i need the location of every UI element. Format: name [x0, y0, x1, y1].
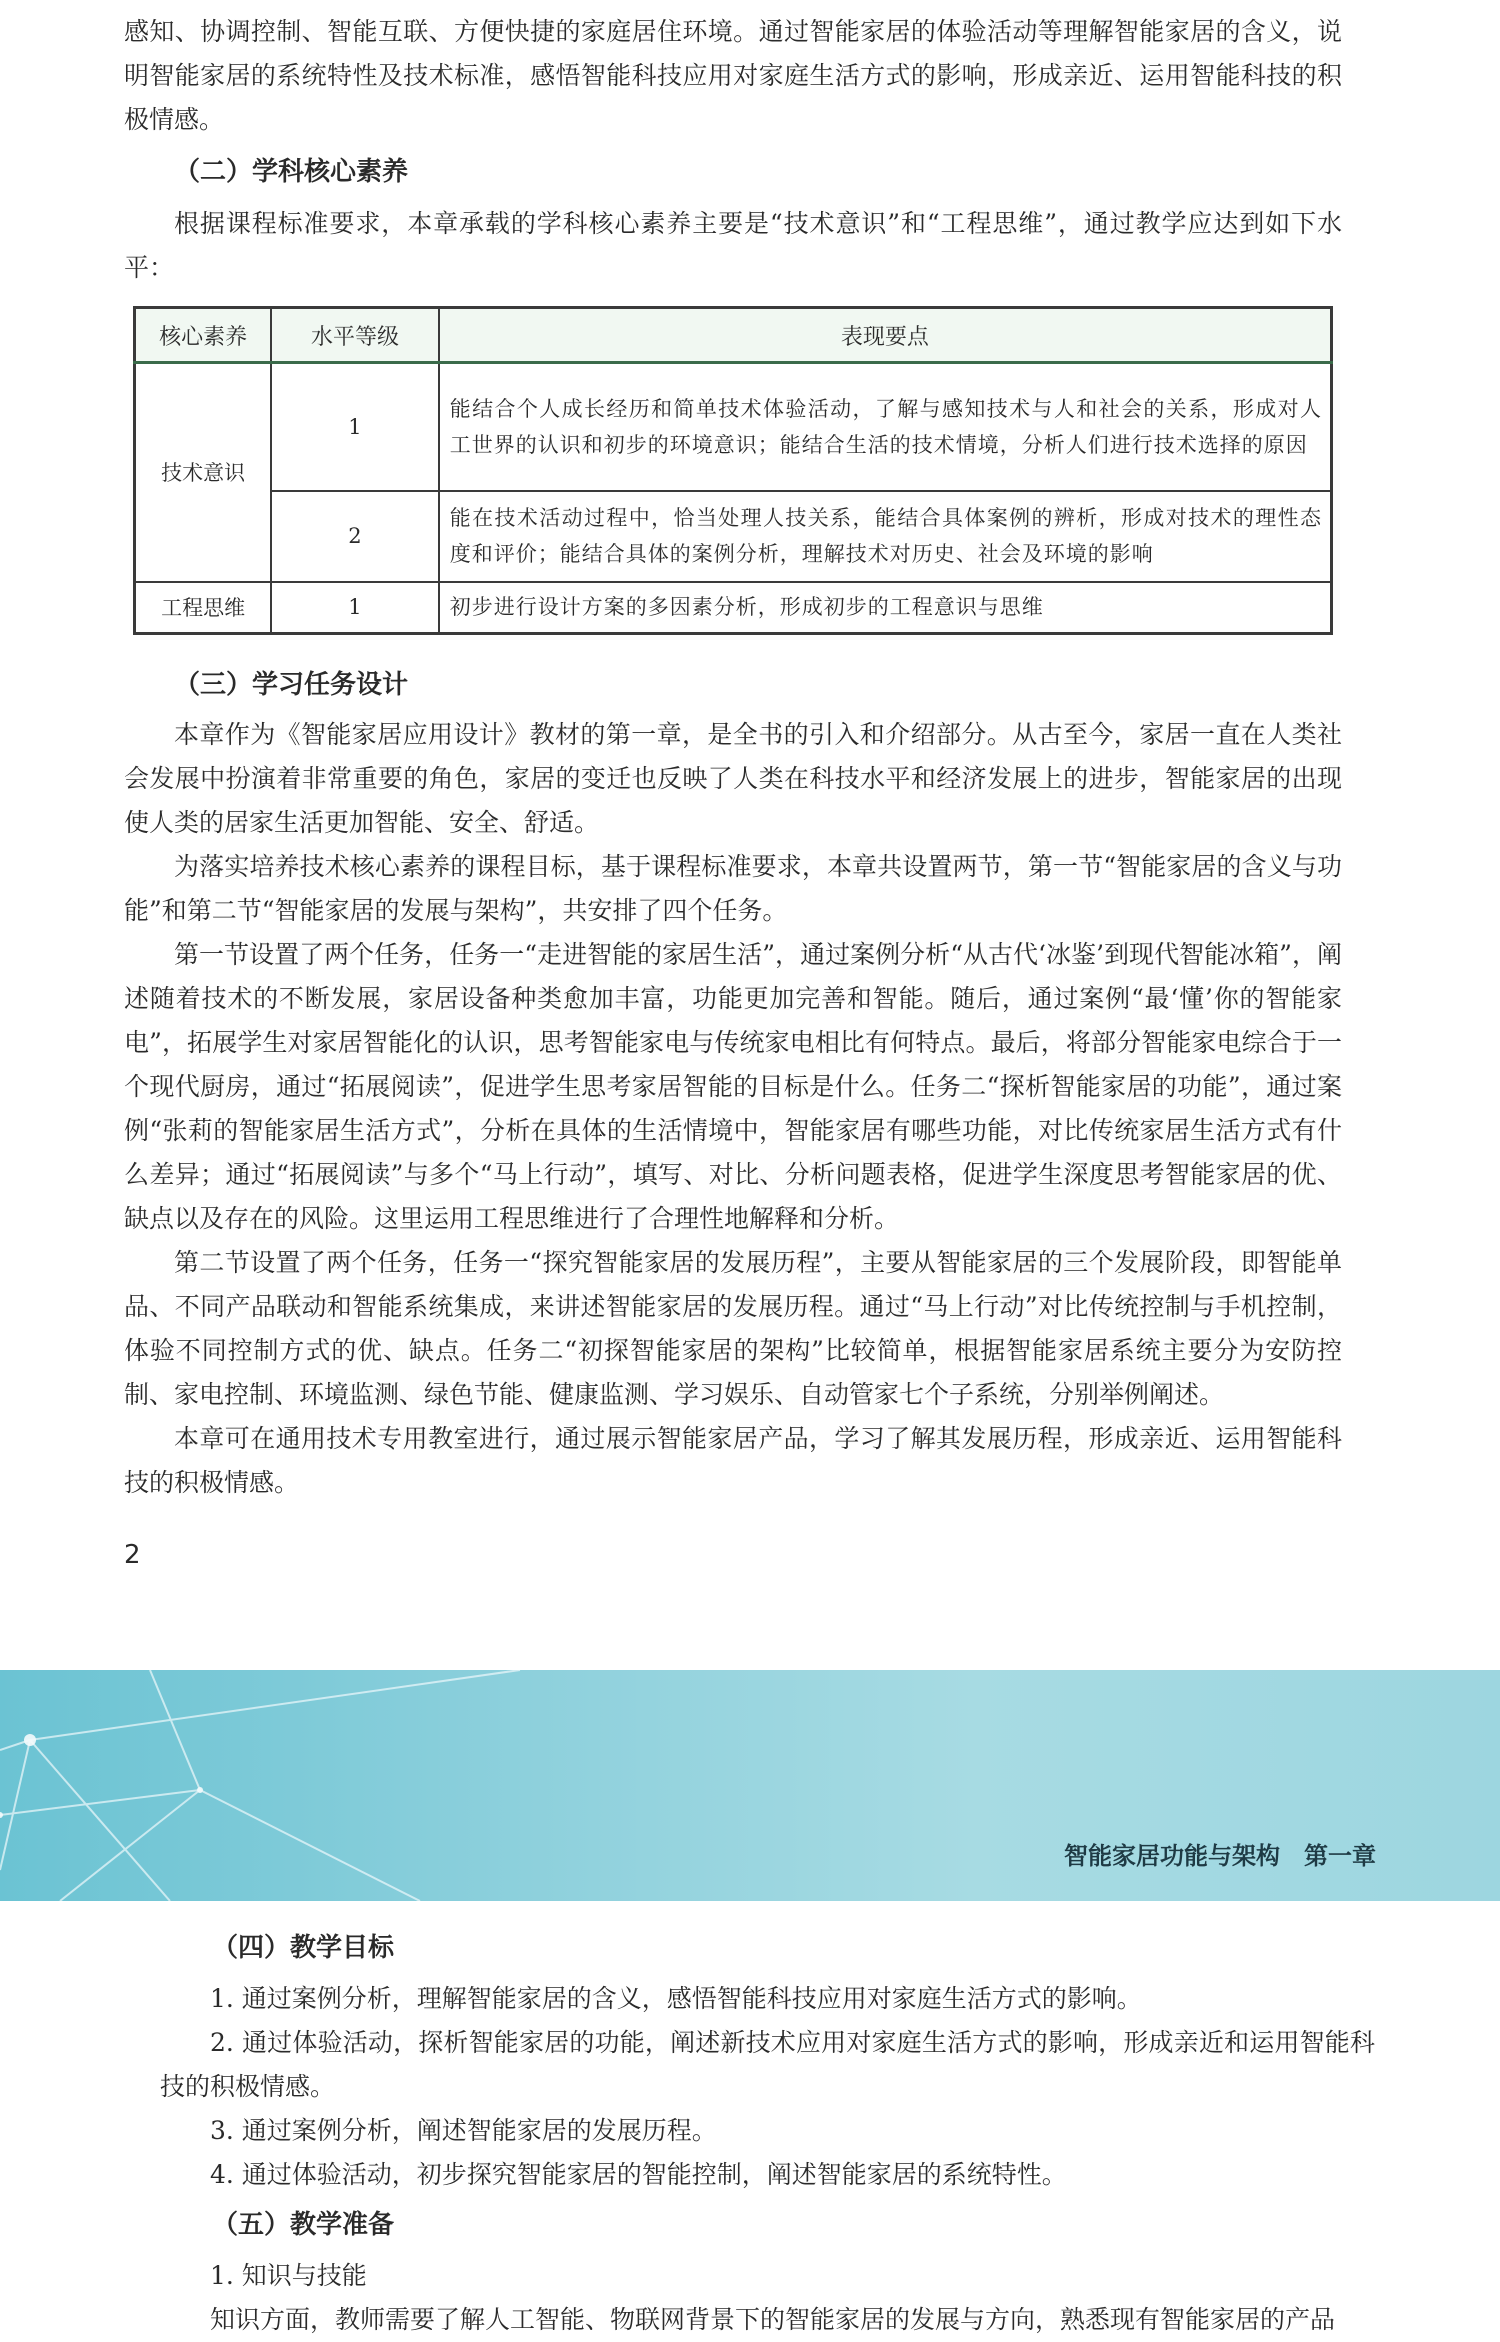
list-item: 1. 通过案例分析，理解智能家居的含义，感悟智能科技应用对家庭生活方式的影响。	[210, 1984, 1142, 2013]
table-cell-literacy: 技术意识	[135, 363, 272, 582]
table-cell-level: 1	[271, 582, 439, 634]
table-header-points: 表现要点	[439, 308, 1332, 363]
table-row	[135, 491, 1332, 582]
table-row	[135, 582, 1332, 634]
task-design-paragraph: 本章作为《智能家居应用设计》教材的第一章，是全书的引入和介绍部分。从古至今，家居一直在人类社会发展中扮演着非常重要的角色，家居的变迁也反映了人类在科技水平和经济发展上的进步，智能家居的出现使人类的居家生活更加智能、安全、舒适。	[124, 720, 1342, 837]
section-heading-teaching-goals: （四）教学目标	[212, 1933, 395, 1963]
table-header-literacy: 核心素养	[135, 308, 272, 363]
table-cell-points: 初步进行设计方案的多因素分析，形成初步的工程意识与思维	[439, 582, 1332, 634]
network-lines-decoration	[0, 1670, 560, 1901]
table-cell-literacy: 工程思维	[135, 582, 272, 634]
table-cell-level: 2	[271, 491, 439, 582]
page-number: 2	[124, 1540, 141, 1570]
task-design-paragraph: 为落实培养技术核心素养的课程目标，基于课程标准要求，本章共设置两节，第一节“智能家居的含义与功能”和第二节“智能家居的发展与架构”，共安排了四个任务。	[124, 852, 1342, 925]
chapter-header-title: 智能家居功能与架构 第一章	[1064, 1841, 1376, 1870]
task-design-body	[124, 713, 1342, 1505]
prep-paragraph-cropped: 知识方面，教师需要了解人工智能、物联网背景下的智能家居的发展与方向，熟悉现有智能家居的产品	[210, 2305, 1336, 2334]
table-cell-points: 能结合个人成长经历和简单技术体验活动，了解与感知技术与人和社会的关系，形成对人工世界的认识和初步的环境意识；能结合生活的技术情境，分析人们进行技术选择的原因	[439, 363, 1332, 491]
teaching-goals-list	[160, 1977, 1375, 2197]
section-heading-teaching-prep: （五）教学准备	[212, 2210, 395, 2240]
task-design-paragraph: 本章可在通用技术专用教室进行，通过展示智能家居产品，学习了解其发展历程，形成亲近、运用智能科技的积极情感。	[124, 1424, 1342, 1497]
core-literacy-paragraph: 根据课程标准要求，本章承载的学科核心素养主要是“技术意识”和“工程思维”，通过教学应达到如下水平：	[124, 209, 1342, 282]
table-cell-points: 能在技术活动过程中，恰当处理人技关系，能结合具体案例的辨析，形成对技术的理性态度和评价；能结合具体的案例分析，理解技术对历史、社会及环境的影响	[439, 491, 1332, 582]
prep-subheading: 1. 知识与技能	[210, 2261, 367, 2290]
task-design-paragraph: 第一节设置了两个任务，任务一“走进智能的家居生活”，通过案例分析“从古代‘冰鉴’到现代智能冰箱”，阐述随着技术的不断发展，家居设备种类愈加丰富，功能更加完善和智能。随后，通过案例“最‘懂’你的智能家电”，拓展学生对家居智能化的认识，思考智能家电与传统家电相比有何特点。最后，将部分智能家电综合于一个现代厨房，通过“拓展阅读”，促进学生思考家居智能的目标是什么。任务二“探析智能家居的功能”，通过案例“张莉的智能家居生活方式”，分析在具体的生活情境中，智能家居有哪些功能，对比传统家居生活方式有什么差异；通过“拓展阅读”与多个“马上行动”，填写、对比、分析问题表格，促进学生深度思考智能家居的优、缺点以及存在的风险。这里运用工程思维进行了合理性地解释和分析。	[124, 940, 1342, 1233]
core-literacy-table	[133, 306, 1333, 635]
table-row	[135, 363, 1332, 491]
table-header-row	[135, 308, 1332, 363]
task-design-paragraph: 第二节设置了两个任务，任务一“探究智能家居的发展历程”，主要从智能家居的三个发展阶段，即智能单品、不同产品联动和智能系统集成，来讲述智能家居的发展历程。通过“马上行动”对比传统控制与手机控制，体验不同控制方式的优、缺点。任务二“初探智能家居的架构”比较简单，根据智能家居系统主要分为安防控制、家电控制、环境监测、绿色节能、健康监测、学习娱乐、自动管家七个子系统，分别举例阐述。	[124, 1248, 1342, 1409]
list-item: 2. 通过体验活动，探析智能家居的功能，阐述新技术应用对家庭生活方式的影响，形成亲近和运用智能科技的积极情感。	[160, 2028, 1375, 2101]
table-header-level: 水平等级	[271, 308, 439, 363]
list-item: 4. 通过体验活动，初步探究智能家居的智能控制，阐述智能家居的系统特性。	[210, 2160, 1067, 2189]
chapter-header-banner	[0, 1670, 1500, 1901]
learning-goal-paragraph: 感知、协调控制、智能互联、方便快捷的家庭居住环境。通过智能家居的体验活动等理解智能家居的含义，说明智能家居的系统特性及技术标准，感悟智能科技应用对家庭生活方式的影响，形成亲近、运用智能科技的积极情感。	[124, 17, 1342, 134]
section-heading-core-literacy: （二）学科核心素养	[174, 157, 409, 187]
section-heading-task-design: （三）学习任务设计	[174, 670, 409, 700]
table-cell-level: 1	[271, 363, 439, 491]
list-item: 3. 通过案例分析，阐述智能家居的发展历程。	[210, 2116, 717, 2145]
